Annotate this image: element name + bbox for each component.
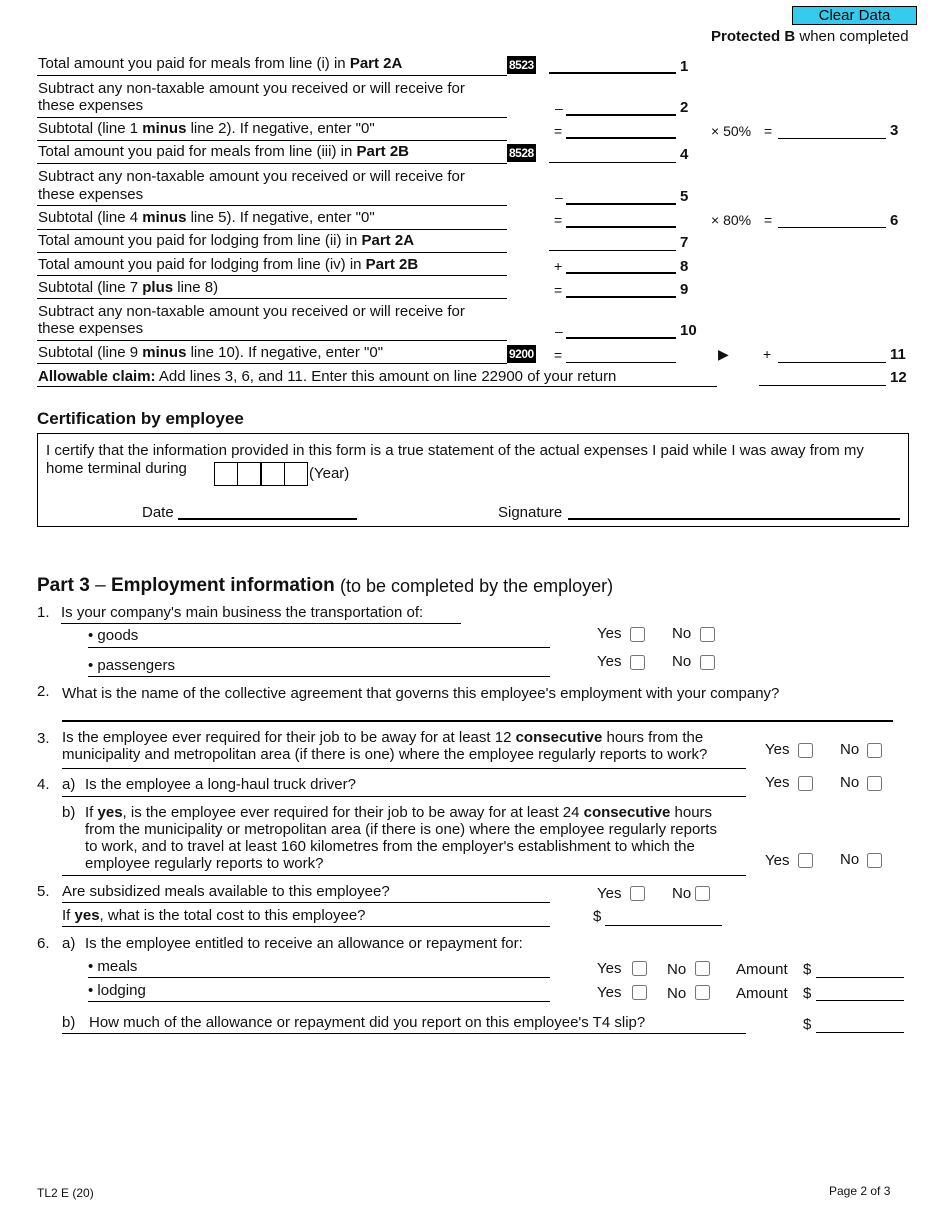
q2-text: What is the name of the collective agreement that governs this employee's employment with your company? [62, 685, 780, 702]
line-1-input[interactable] [549, 56, 676, 74]
year-digit-3[interactable] [261, 462, 285, 486]
line-4-number: 4 [680, 146, 689, 163]
q6a-lodging-yes-label: Yes [597, 984, 622, 1001]
q4b-text-4: employee regularly reports to work? [85, 855, 324, 872]
line-12-number: 12 [890, 369, 907, 386]
line-4-code: 8528 [509, 146, 534, 160]
q3-yes-checkbox[interactable] [798, 743, 813, 758]
q6a-lodging-label: • lodging [88, 982, 146, 999]
q2-collective-agreement-input[interactable] [62, 704, 893, 722]
line-2-input[interactable] [566, 98, 676, 116]
q6b-dollar-sign: $ [803, 1016, 812, 1033]
q4-number: 4. [37, 776, 50, 793]
q5-text: Are subsidized meals available to this employee? [62, 883, 390, 900]
q1-number: 1. [37, 604, 50, 621]
line-6-result-input[interactable] [778, 210, 886, 228]
q1-goods-no-label: No [672, 625, 692, 642]
q1-goods-yes-checkbox[interactable] [630, 627, 645, 642]
q5-number: 5. [37, 883, 50, 900]
q6a-meals-no-label: No [667, 961, 687, 978]
q4b-text-3: to work, and to travel at least 160 kilometres from the employer's establishment to which the [85, 838, 695, 855]
q6b-text: How much of the allowance or repayment did you report on this employee's T4 slip? [89, 1014, 646, 1031]
year-digit-4[interactable] [284, 462, 308, 486]
line-3-result-input[interactable] [778, 121, 886, 139]
line-6-equals: = [764, 212, 773, 228]
line-2-number: 2 [680, 99, 689, 116]
line-1-label: Total amount you paid for meals from line (i) in Part 2A [38, 55, 403, 72]
q4a-text: Is the employee a long-haul truck driver? [85, 776, 356, 793]
line-2-label-1: Subtract any non-taxable amount you received or will receive for [38, 80, 465, 97]
q6a-meals-amount-label: Amount [736, 961, 788, 978]
signature-label: Signature [498, 504, 563, 521]
line-11-plus: + [763, 346, 772, 362]
line-8-operator: + [554, 258, 563, 274]
q3-text-1: Is the employee ever required for their job to be away for at least 12 consecutive hours from the [62, 729, 704, 746]
line-3-equals: = [764, 123, 773, 139]
q4b-yes-label: Yes [765, 852, 790, 869]
line-12-label: Allowable claim: Add lines 3, 6, and 11. Enter this amount on line 22900 of your return [38, 368, 617, 385]
certification-title: Certification by employee [37, 409, 244, 428]
year-label: (Year) [309, 465, 350, 482]
q1-goods-no-checkbox[interactable] [700, 627, 715, 642]
certification-text-1: I certify that the information provided in this form is a true statement of the actual expenses I paid while I was away from my [46, 442, 864, 459]
q6a-lodging-no-label: No [667, 985, 687, 1002]
q6a-meals-amount-input[interactable] [816, 960, 904, 978]
q2-number: 2. [37, 683, 50, 700]
part3-note: (to be completed by the employer) [340, 576, 614, 596]
line-7-label: Total amount you paid for lodging from line (ii) in Part 2A [38, 232, 415, 249]
line-10-input[interactable] [566, 321, 676, 339]
q5-dollar-sign: $ [593, 908, 602, 925]
line-6-multiplier: × 80% [711, 212, 752, 228]
line-3-number: 3 [890, 122, 899, 139]
line-8-label: Total amount you paid for lodging from line (iv) in Part 2B [38, 256, 419, 273]
line-9-input[interactable] [566, 280, 676, 298]
q6a-lodging-amount-label: Amount [736, 985, 788, 1002]
clear-data-button[interactable]: Clear Data [792, 6, 917, 25]
line-9-operator: = [554, 282, 563, 298]
line-10-number: 10 [680, 322, 697, 339]
q4a-no-label: No [840, 774, 860, 791]
form-id: TL2 E (20) [37, 1186, 94, 1200]
q5-no-label: No [672, 885, 692, 902]
year-digit-1[interactable] [214, 462, 238, 486]
line-9-number: 9 [680, 281, 689, 298]
line-3-operator: = [554, 123, 563, 139]
q1-passengers-label: • passengers [88, 657, 175, 674]
line-3-label: Subtotal (line 1 minus line 2). If negative, enter "0" [38, 120, 375, 137]
q5-total-cost-input[interactable] [605, 908, 722, 926]
q4a-no-checkbox[interactable] [867, 776, 882, 791]
q1-text: Is your company's main business the transportation of: [61, 604, 424, 621]
page-number: Page 2 of 3 [829, 1184, 891, 1198]
line-3-multiplier: × 50% [711, 123, 752, 139]
q1-passengers-no-checkbox[interactable] [700, 655, 715, 670]
q6a-letter: a) [62, 935, 76, 952]
q6a-text: Is the employee entitled to receive an allowance or repayment for: [85, 935, 523, 952]
q5-yes-checkbox[interactable] [630, 886, 645, 901]
line-5-operator: – [555, 189, 563, 205]
q5-sub-text: If yes, what is the total cost to this employee? [62, 907, 366, 924]
line-8-number: 8 [680, 258, 689, 275]
line-2-operator: – [555, 100, 563, 116]
line-5-label-1: Subtract any non-taxable amount you received or will receive for [38, 168, 465, 185]
q3-yes-label: Yes [765, 741, 790, 758]
q4b-text-2: from the municipality or metropolitan area (if there is one) where the employee regularly reports [85, 821, 717, 838]
line-11-subtotal-input[interactable] [566, 345, 676, 363]
q4b-no-label: No [840, 851, 860, 868]
line-5-label-2: these expenses [38, 186, 144, 203]
protected-b-notice: Protected B when completed [711, 28, 909, 45]
q1-passengers-yes-checkbox[interactable] [630, 655, 645, 670]
line-3-subtotal-input[interactable] [566, 121, 676, 139]
line-5-number: 5 [680, 188, 689, 205]
line-10-label-1: Subtract any non-taxable amount you received or will receive for [38, 303, 465, 320]
q6a-meals-yes-label: Yes [597, 960, 622, 977]
q6a-meals-dollar-sign: $ [803, 961, 812, 978]
line-6-label: Subtotal (line 4 minus line 5). If negative, enter "0" [38, 209, 375, 226]
certification-text-2: home terminal during [46, 460, 187, 477]
q6a-lodging-dollar-sign: $ [803, 985, 812, 1002]
line-9-label: Subtotal (line 7 plus line 8) [38, 279, 219, 296]
q6a-meals-no-checkbox[interactable] [695, 961, 710, 976]
line-4-input[interactable] [549, 145, 676, 163]
line-11-code: 9200 [509, 347, 534, 361]
q1-passengers-yes-label: Yes [597, 653, 622, 670]
line-11-arrow-icon: ▶ [718, 346, 729, 362]
q6b-t4-amount-input[interactable] [816, 1015, 904, 1033]
part3-title: Part 3 – Employment information [37, 575, 335, 596]
date-input[interactable] [178, 502, 357, 520]
q4b-no-checkbox[interactable] [867, 853, 882, 868]
q5-yes-label: Yes [597, 885, 622, 902]
q6b-letter: b) [62, 1014, 76, 1031]
q3-no-label: No [840, 741, 860, 758]
date-label: Date [142, 504, 174, 521]
line-6-subtotal-input[interactable] [566, 210, 676, 228]
line-1-number: 1 [680, 58, 689, 75]
q4a-letter: a) [62, 776, 76, 793]
line-8-input[interactable] [566, 256, 676, 274]
q4b-letter: b) [62, 804, 76, 821]
q6a-lodging-yes-checkbox[interactable] [632, 985, 647, 1000]
line-11-result-input[interactable] [778, 345, 886, 363]
q6-number: 6. [37, 935, 50, 952]
year-digit-2[interactable] [237, 462, 261, 486]
line-7-number: 7 [680, 234, 689, 251]
q3-number: 3. [37, 730, 50, 747]
line-1-code: 8523 [509, 58, 534, 72]
line-11-label: Subtotal (line 9 minus line 10). If negative, enter "0" [38, 344, 384, 361]
q4a-yes-checkbox[interactable] [798, 776, 813, 791]
line-11-operator: = [554, 347, 563, 363]
line-10-label-2: these expenses [38, 320, 144, 337]
q4a-yes-label: Yes [765, 774, 790, 791]
line-5-input[interactable] [566, 187, 676, 205]
q1-goods-label: • goods [88, 627, 139, 644]
q5-no-checkbox[interactable] [695, 886, 710, 901]
line-2-label-2: these expenses [38, 97, 144, 114]
q6a-meals-label: • meals [88, 958, 138, 975]
q3-text-2: municipality and metropolitan area (if there is one) where the employee regularly reports to work? [62, 746, 708, 763]
q1-goods-yes-label: Yes [597, 625, 622, 642]
line-10-operator: – [555, 323, 563, 339]
q4b-text-1: If yes, is the employee ever required for their job to be away for at least 24 consecutive hours [85, 804, 713, 821]
line-6-operator: = [554, 212, 563, 228]
line-6-number: 6 [890, 212, 899, 229]
line-12-allowable-claim-input[interactable] [759, 368, 886, 386]
q1-passengers-no-label: No [672, 653, 692, 670]
q6a-lodging-no-checkbox[interactable] [695, 985, 710, 1000]
signature-input[interactable] [568, 502, 900, 520]
line-7-input[interactable] [549, 233, 676, 251]
q4b-yes-checkbox[interactable] [798, 853, 813, 868]
q3-no-checkbox[interactable] [867, 743, 882, 758]
q6a-lodging-amount-input[interactable] [816, 983, 904, 1001]
q6a-meals-yes-checkbox[interactable] [632, 961, 647, 976]
line-4-label: Total amount you paid for meals from line (iii) in Part 2B [38, 143, 409, 160]
line-11-number: 11 [890, 346, 906, 363]
